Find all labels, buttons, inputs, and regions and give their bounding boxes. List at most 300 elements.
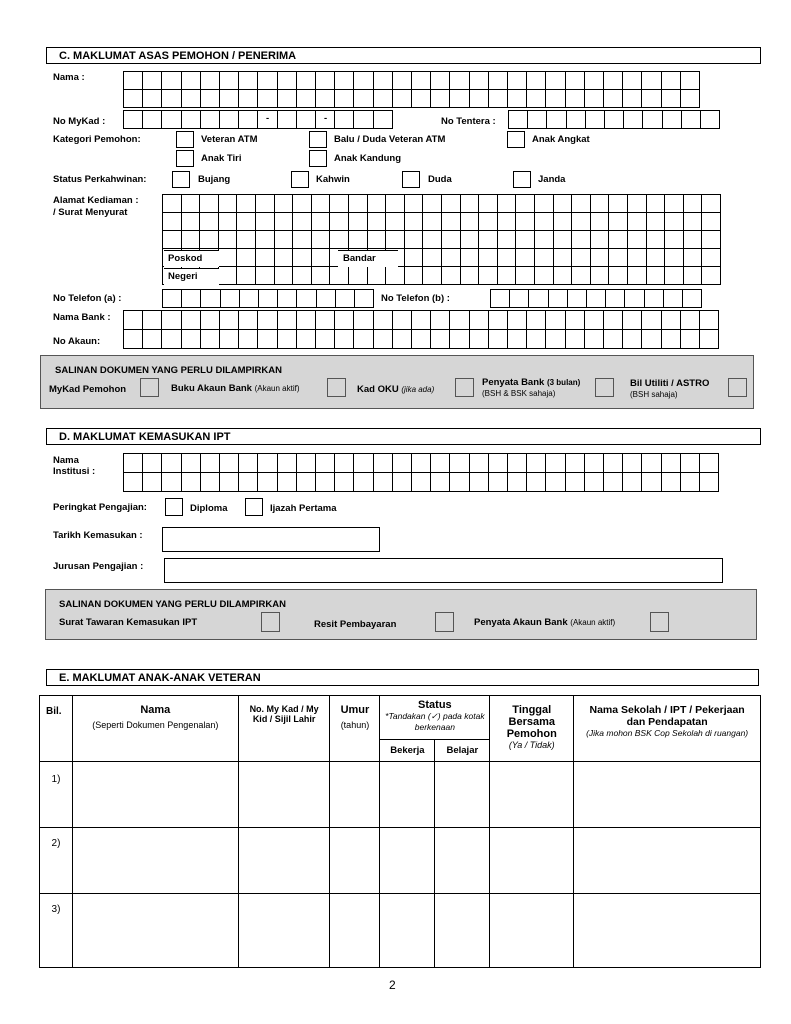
char-box[interactable] <box>200 89 220 108</box>
char-box[interactable] <box>353 71 373 90</box>
char-box[interactable] <box>236 266 256 285</box>
char-box[interactable] <box>274 212 294 231</box>
char-box[interactable] <box>181 453 201 473</box>
char-box[interactable] <box>515 266 535 285</box>
checkbox-anak-tiri[interactable] <box>176 150 194 167</box>
char-box[interactable] <box>497 230 517 249</box>
char-box[interactable] <box>296 71 316 90</box>
char-box[interactable] <box>469 329 489 349</box>
char-box[interactable] <box>277 289 297 308</box>
char-box[interactable] <box>257 329 277 349</box>
char-box[interactable] <box>680 453 700 473</box>
char-box[interactable] <box>277 71 297 90</box>
char-box[interactable] <box>296 110 316 129</box>
char-box[interactable] <box>681 110 701 129</box>
char-box[interactable] <box>274 230 294 249</box>
char-box[interactable] <box>162 194 182 213</box>
char-box[interactable] <box>571 194 591 213</box>
char-box[interactable] <box>142 310 162 330</box>
char-box[interactable] <box>488 310 508 330</box>
char-box[interactable] <box>565 472 585 492</box>
char-box[interactable] <box>507 472 527 492</box>
char-box[interactable] <box>411 472 431 492</box>
doc-resit-checkbox[interactable] <box>435 612 454 632</box>
cell-tinggal[interactable] <box>490 894 574 968</box>
char-box[interactable] <box>311 194 331 213</box>
char-box[interactable] <box>507 310 527 330</box>
char-box[interactable] <box>236 212 256 231</box>
char-box[interactable] <box>430 89 450 108</box>
char-box[interactable] <box>422 248 442 267</box>
char-box[interactable] <box>661 472 681 492</box>
char-box[interactable] <box>460 212 480 231</box>
char-box[interactable] <box>460 266 480 285</box>
char-box[interactable] <box>460 194 480 213</box>
char-box[interactable] <box>603 310 623 330</box>
char-box[interactable] <box>584 329 604 349</box>
char-box[interactable] <box>353 310 373 330</box>
char-box[interactable] <box>329 194 349 213</box>
char-box[interactable] <box>161 71 181 90</box>
cell-umur[interactable] <box>330 894 380 968</box>
char-box[interactable] <box>219 110 239 129</box>
tel-a-input-grid[interactable] <box>162 289 374 308</box>
char-box[interactable] <box>392 71 412 90</box>
char-box[interactable] <box>683 212 703 231</box>
char-box[interactable] <box>219 453 239 473</box>
char-box[interactable] <box>526 71 546 90</box>
char-box[interactable] <box>123 472 143 492</box>
alamat-input-grid[interactable] <box>162 194 721 285</box>
char-box[interactable] <box>683 266 703 285</box>
char-box[interactable] <box>680 329 700 349</box>
char-box[interactable] <box>664 194 684 213</box>
char-box[interactable] <box>646 194 666 213</box>
char-box[interactable] <box>334 453 354 473</box>
char-box[interactable] <box>392 453 412 473</box>
char-box[interactable] <box>699 329 719 349</box>
nama-input-grid[interactable] <box>123 71 700 108</box>
char-box[interactable] <box>296 289 316 308</box>
char-box[interactable] <box>255 194 275 213</box>
char-box[interactable] <box>661 329 681 349</box>
char-box[interactable] <box>701 248 721 267</box>
char-box[interactable] <box>449 71 469 90</box>
char-box[interactable] <box>353 89 373 108</box>
cell-mykad[interactable] <box>238 762 330 828</box>
char-box[interactable] <box>490 289 510 308</box>
char-box[interactable] <box>701 212 721 231</box>
char-box[interactable] <box>553 212 573 231</box>
char-box[interactable] <box>449 453 469 473</box>
char-box[interactable] <box>663 289 683 308</box>
char-box[interactable] <box>449 472 469 492</box>
char-box[interactable] <box>497 212 517 231</box>
char-box[interactable] <box>488 89 508 108</box>
char-box[interactable] <box>218 230 238 249</box>
char-box[interactable] <box>603 329 623 349</box>
char-box[interactable] <box>590 266 610 285</box>
char-box[interactable] <box>236 230 256 249</box>
char-box[interactable] <box>507 71 527 90</box>
char-box[interactable] <box>219 71 239 90</box>
char-box[interactable] <box>292 212 312 231</box>
char-box[interactable] <box>584 453 604 473</box>
char-box[interactable] <box>142 472 162 492</box>
cell-bekerja[interactable] <box>380 894 435 968</box>
char-box[interactable] <box>644 289 664 308</box>
char-box[interactable] <box>218 248 238 267</box>
char-box[interactable] <box>200 110 220 129</box>
char-box[interactable] <box>353 472 373 492</box>
char-box[interactable] <box>373 453 393 473</box>
char-box[interactable] <box>292 266 312 285</box>
char-box[interactable] <box>430 310 450 330</box>
char-box[interactable] <box>329 212 349 231</box>
char-box[interactable] <box>373 472 393 492</box>
char-box[interactable] <box>142 110 162 129</box>
char-box[interactable] <box>699 472 719 492</box>
char-box[interactable] <box>515 212 535 231</box>
doc-oku-checkbox[interactable] <box>455 378 474 397</box>
char-box[interactable] <box>142 329 162 349</box>
char-box[interactable] <box>565 89 585 108</box>
checkbox-ijazah[interactable] <box>245 498 263 516</box>
cell-belajar[interactable] <box>435 828 490 894</box>
char-box[interactable] <box>422 194 442 213</box>
char-box[interactable] <box>274 194 294 213</box>
char-box[interactable] <box>553 266 573 285</box>
char-box[interactable] <box>411 71 431 90</box>
char-box[interactable] <box>239 289 259 308</box>
char-box[interactable] <box>627 212 647 231</box>
char-box[interactable] <box>334 310 354 330</box>
char-box[interactable] <box>680 89 700 108</box>
doc-penyata-akaun-checkbox[interactable] <box>650 612 669 632</box>
char-box[interactable] <box>238 310 258 330</box>
char-box[interactable] <box>515 248 535 267</box>
char-box[interactable] <box>181 230 201 249</box>
checkbox-veteran-atm[interactable] <box>176 131 194 148</box>
char-box[interactable] <box>311 212 331 231</box>
char-box[interactable] <box>526 472 546 492</box>
char-box[interactable] <box>348 230 368 249</box>
char-box[interactable] <box>534 266 554 285</box>
char-box[interactable] <box>255 230 275 249</box>
char-box[interactable] <box>627 230 647 249</box>
char-box[interactable] <box>123 453 143 473</box>
doc-buku-checkbox[interactable] <box>327 378 346 397</box>
cell-tinggal[interactable] <box>490 762 574 828</box>
char-box[interactable] <box>641 329 661 349</box>
char-box[interactable] <box>181 289 201 308</box>
char-box[interactable] <box>553 230 573 249</box>
char-box[interactable] <box>162 289 182 308</box>
char-box[interactable] <box>571 212 591 231</box>
char-box[interactable] <box>385 230 405 249</box>
char-box[interactable] <box>392 329 412 349</box>
char-box[interactable] <box>277 89 297 108</box>
char-box[interactable] <box>161 329 181 349</box>
char-box[interactable] <box>277 472 297 492</box>
char-box[interactable] <box>181 71 201 90</box>
char-box[interactable] <box>277 110 297 129</box>
char-box[interactable] <box>315 453 335 473</box>
checkbox-bujang[interactable] <box>172 171 190 188</box>
char-box[interactable] <box>449 89 469 108</box>
char-box[interactable] <box>257 472 277 492</box>
checkbox-anak-kandung[interactable] <box>309 150 327 167</box>
cell-nama[interactable] <box>72 762 238 828</box>
checkbox-balu-duda[interactable] <box>309 131 327 148</box>
char-box[interactable] <box>296 453 316 473</box>
char-box[interactable] <box>545 71 565 90</box>
char-box[interactable] <box>449 310 469 330</box>
char-box[interactable] <box>200 472 220 492</box>
char-box[interactable] <box>238 472 258 492</box>
char-box[interactable] <box>441 212 461 231</box>
char-box[interactable] <box>590 212 610 231</box>
doc-utiliti-checkbox[interactable] <box>728 378 747 397</box>
char-box[interactable] <box>661 89 681 108</box>
char-box[interactable] <box>238 89 258 108</box>
char-box[interactable] <box>277 329 297 349</box>
char-box[interactable] <box>142 89 162 108</box>
char-box[interactable] <box>296 310 316 330</box>
char-box[interactable] <box>534 212 554 231</box>
char-box[interactable] <box>257 310 277 330</box>
char-box[interactable] <box>586 289 606 308</box>
char-box[interactable] <box>622 310 642 330</box>
char-box[interactable] <box>200 329 220 349</box>
char-box[interactable] <box>236 248 256 267</box>
char-box[interactable] <box>411 310 431 330</box>
char-box[interactable] <box>292 194 312 213</box>
char-box[interactable] <box>608 248 628 267</box>
char-box[interactable] <box>218 212 238 231</box>
char-box[interactable] <box>200 453 220 473</box>
char-box[interactable] <box>508 110 528 129</box>
char-box[interactable] <box>641 310 661 330</box>
char-box[interactable] <box>292 248 312 267</box>
cell-bekerja[interactable] <box>380 762 435 828</box>
char-box[interactable] <box>274 248 294 267</box>
char-box[interactable] <box>296 472 316 492</box>
doc-surat-checkbox[interactable] <box>261 612 280 632</box>
tentera-input-grid[interactable] <box>508 110 720 129</box>
char-box[interactable] <box>274 266 294 285</box>
char-box[interactable] <box>553 248 573 267</box>
char-box[interactable] <box>585 110 605 129</box>
char-box[interactable] <box>404 194 424 213</box>
char-box[interactable] <box>627 194 647 213</box>
char-box[interactable] <box>507 89 527 108</box>
char-box[interactable] <box>641 71 661 90</box>
char-box[interactable] <box>534 230 554 249</box>
mykad-input-grid[interactable] <box>123 110 393 129</box>
jurusan-input[interactable] <box>164 558 723 583</box>
char-box[interactable] <box>683 248 703 267</box>
char-box[interactable] <box>373 329 393 349</box>
char-box[interactable] <box>584 71 604 90</box>
char-box[interactable] <box>142 453 162 473</box>
cell-nama[interactable] <box>72 894 238 968</box>
char-box[interactable] <box>642 110 662 129</box>
char-box[interactable] <box>315 89 335 108</box>
char-box[interactable] <box>236 194 256 213</box>
char-box[interactable] <box>571 248 591 267</box>
char-box[interactable] <box>584 89 604 108</box>
char-box[interactable] <box>488 453 508 473</box>
char-box[interactable] <box>161 453 181 473</box>
char-box[interactable] <box>449 329 469 349</box>
cell-belajar[interactable] <box>435 894 490 968</box>
char-box[interactable] <box>469 453 489 473</box>
char-box[interactable] <box>608 230 628 249</box>
char-box[interactable] <box>354 289 374 308</box>
char-box[interactable] <box>311 230 331 249</box>
char-box[interactable] <box>526 89 546 108</box>
char-box[interactable] <box>469 472 489 492</box>
char-box[interactable] <box>545 453 565 473</box>
char-box[interactable] <box>315 472 335 492</box>
char-box[interactable] <box>661 310 681 330</box>
char-box[interactable] <box>430 71 450 90</box>
char-box[interactable] <box>404 212 424 231</box>
char-box[interactable] <box>507 453 527 473</box>
char-box[interactable] <box>469 89 489 108</box>
cell-bekerja[interactable] <box>380 828 435 894</box>
char-box[interactable] <box>353 453 373 473</box>
cell-mykad[interactable] <box>238 894 330 968</box>
char-box[interactable] <box>545 89 565 108</box>
char-box[interactable] <box>385 194 405 213</box>
doc-penyata-checkbox[interactable] <box>595 378 614 397</box>
char-box[interactable] <box>664 230 684 249</box>
char-box[interactable] <box>701 194 721 213</box>
char-box[interactable] <box>316 289 336 308</box>
char-box[interactable] <box>571 230 591 249</box>
char-box[interactable] <box>385 266 405 285</box>
char-box[interactable] <box>646 212 666 231</box>
char-box[interactable] <box>161 310 181 330</box>
char-box[interactable] <box>478 266 498 285</box>
checkbox-diploma[interactable] <box>165 498 183 516</box>
char-box[interactable] <box>441 248 461 267</box>
cell-umur[interactable] <box>330 828 380 894</box>
char-box[interactable] <box>622 472 642 492</box>
char-box[interactable] <box>641 453 661 473</box>
char-box[interactable] <box>422 266 442 285</box>
char-box[interactable] <box>497 266 517 285</box>
char-box[interactable] <box>627 266 647 285</box>
char-box[interactable] <box>255 212 275 231</box>
char-box[interactable] <box>603 453 623 473</box>
char-box[interactable] <box>258 289 278 308</box>
char-box[interactable] <box>699 453 719 473</box>
char-box[interactable] <box>199 194 219 213</box>
char-box[interactable] <box>565 310 585 330</box>
char-box[interactable] <box>200 289 220 308</box>
char-box[interactable] <box>701 230 721 249</box>
char-box[interactable] <box>701 266 721 285</box>
char-box[interactable] <box>411 89 431 108</box>
char-box[interactable] <box>181 310 201 330</box>
char-box[interactable] <box>162 230 182 249</box>
cell-sekolah[interactable] <box>574 828 761 894</box>
char-box[interactable] <box>257 71 277 90</box>
char-box[interactable] <box>497 248 517 267</box>
char-box[interactable] <box>199 230 219 249</box>
char-box[interactable] <box>199 212 219 231</box>
char-box[interactable] <box>257 89 277 108</box>
char-box[interactable] <box>353 329 373 349</box>
char-box[interactable] <box>373 310 393 330</box>
char-box[interactable] <box>255 248 275 267</box>
char-box[interactable] <box>622 89 642 108</box>
char-box[interactable] <box>526 329 546 349</box>
char-box[interactable] <box>603 472 623 492</box>
char-box[interactable] <box>219 89 239 108</box>
char-box[interactable] <box>534 248 554 267</box>
char-box[interactable] <box>584 472 604 492</box>
char-box[interactable] <box>590 230 610 249</box>
char-box[interactable] <box>565 329 585 349</box>
char-box[interactable] <box>315 71 335 90</box>
checkbox-anak-angkat[interactable] <box>507 131 525 148</box>
char-box[interactable] <box>123 71 143 90</box>
char-box[interactable] <box>296 329 316 349</box>
char-box[interactable] <box>422 212 442 231</box>
char-box[interactable] <box>682 289 702 308</box>
char-box[interactable] <box>646 248 666 267</box>
char-box[interactable] <box>584 310 604 330</box>
char-box[interactable] <box>142 71 162 90</box>
char-box[interactable] <box>700 110 720 129</box>
char-box[interactable] <box>565 71 585 90</box>
char-box[interactable] <box>478 248 498 267</box>
char-box[interactable] <box>219 329 239 349</box>
char-box[interactable] <box>661 453 681 473</box>
char-box[interactable] <box>566 110 586 129</box>
cell-sekolah[interactable] <box>574 894 761 968</box>
char-box[interactable] <box>238 453 258 473</box>
char-box[interactable] <box>334 329 354 349</box>
char-box[interactable] <box>348 212 368 231</box>
char-box[interactable] <box>292 230 312 249</box>
char-box[interactable] <box>478 212 498 231</box>
char-box[interactable] <box>373 71 393 90</box>
char-box[interactable] <box>497 194 517 213</box>
char-box[interactable] <box>565 453 585 473</box>
char-box[interactable] <box>488 71 508 90</box>
char-box[interactable] <box>571 266 591 285</box>
char-box[interactable] <box>603 89 623 108</box>
char-box[interactable] <box>311 266 331 285</box>
char-box[interactable] <box>646 230 666 249</box>
institusi-input-grid[interactable] <box>123 453 719 492</box>
char-box[interactable] <box>367 194 387 213</box>
char-box[interactable] <box>329 230 349 249</box>
char-box[interactable] <box>488 472 508 492</box>
char-box[interactable] <box>161 472 181 492</box>
char-box[interactable] <box>430 472 450 492</box>
cell-umur[interactable] <box>330 762 380 828</box>
char-box[interactable] <box>515 194 535 213</box>
char-box[interactable] <box>680 472 700 492</box>
char-box[interactable] <box>404 266 424 285</box>
char-box[interactable] <box>404 248 424 267</box>
